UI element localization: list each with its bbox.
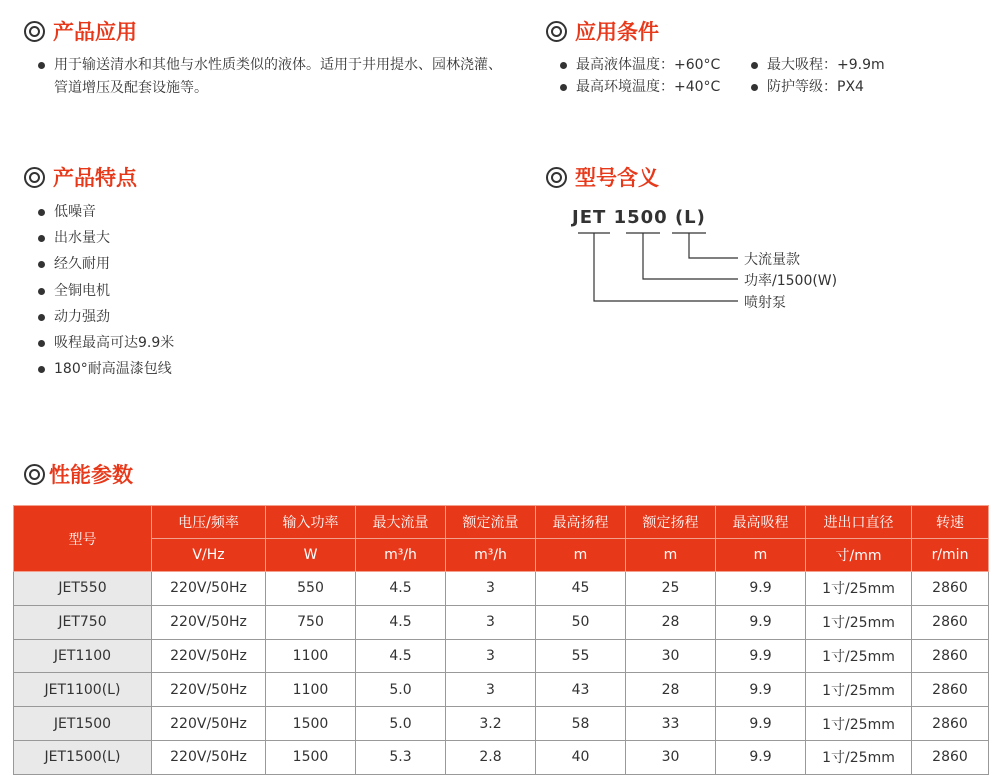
table-cell: 30 [626, 740, 716, 774]
model-code-power: 1500 [613, 207, 668, 228]
condition-item: 最大吸程：+9.9m [751, 54, 885, 76]
column-header: 输入功率 [266, 506, 356, 539]
table-cell: 3 [446, 639, 536, 673]
model-cell: JET1500 [14, 707, 152, 741]
table-row [14, 639, 989, 673]
feature-item: 吸程最高可达9.9米 [38, 330, 174, 356]
table-cell: 4.5 [356, 639, 446, 673]
table-cell: 220V/50Hz [152, 740, 266, 774]
column-header: 额定扬程 [626, 506, 716, 539]
condition-item: 最高液体温度：+60°C [560, 54, 720, 76]
table-cell: 5.0 [356, 673, 446, 707]
table-cell: 2860 [912, 740, 989, 774]
application-text: 用于输送清水和其他与水性质类似的液体。适用于井用提水、园林浇灌、管道增压及配套设施等。 [38, 54, 513, 100]
column-unit: 寸/mm [806, 539, 912, 572]
performance-table [13, 505, 989, 775]
model-code-variant: (L) [674, 207, 706, 228]
table-cell: 1寸/25mm [806, 572, 912, 606]
column-header: 最高扬程 [536, 506, 626, 539]
table-cell: 33 [626, 707, 716, 741]
column-header-model: 型号 [14, 506, 152, 572]
application-title: 产品应用 [53, 20, 137, 44]
table-cell: 55 [536, 639, 626, 673]
table-cell: 220V/50Hz [152, 673, 266, 707]
table-cell: 220V/50Hz [152, 707, 266, 741]
model-label-type: 喷射泵 [744, 295, 786, 311]
table-row [14, 572, 989, 606]
double-circle-icon [24, 464, 45, 485]
table-cell: 1寸/25mm [806, 707, 912, 741]
table-cell: 1寸/25mm [806, 673, 912, 707]
table-row [14, 740, 989, 774]
model-cell: JET1100(L) [14, 673, 152, 707]
column-unit: r/min [912, 539, 989, 572]
table-row [14, 707, 989, 741]
table-cell: 3 [446, 605, 536, 639]
column-header: 转速 [912, 506, 989, 539]
table-cell: 1寸/25mm [806, 740, 912, 774]
features-title: 产品特点 [53, 166, 137, 190]
table-cell: 2.8 [446, 740, 536, 774]
table-cell: 3.2 [446, 707, 536, 741]
column-header: 最大流量 [356, 506, 446, 539]
table-cell: 3 [446, 572, 536, 606]
model-code-series: JET [572, 207, 607, 228]
column-unit: m³/h [356, 539, 446, 572]
model-label-variant: 大流量款 [744, 252, 800, 268]
table-cell: 50 [536, 605, 626, 639]
column-unit: W [266, 539, 356, 572]
table-cell: 3 [446, 673, 536, 707]
feature-item: 低噪音 [38, 199, 174, 225]
column-unit: m [716, 539, 806, 572]
table-cell: 1100 [266, 673, 356, 707]
table-cell: 1寸/25mm [806, 605, 912, 639]
feature-item: 出水量大 [38, 225, 174, 251]
table-cell: 1100 [266, 639, 356, 673]
feature-item: 动力强劲 [38, 304, 174, 330]
table-cell: 5.0 [356, 707, 446, 741]
table-cell: 550 [266, 572, 356, 606]
table-cell: 43 [536, 673, 626, 707]
column-header: 额定流量 [446, 506, 536, 539]
model-meaning-title: 型号含义 [575, 166, 659, 190]
table-cell: 9.9 [716, 605, 806, 639]
table-cell: 2860 [912, 605, 989, 639]
column-unit: V/Hz [152, 539, 266, 572]
table-cell: 2860 [912, 639, 989, 673]
table-cell: 220V/50Hz [152, 639, 266, 673]
table-cell: 30 [626, 639, 716, 673]
feature-item: 经久耐用 [38, 251, 174, 277]
table-cell: 4.5 [356, 572, 446, 606]
table-row [14, 673, 989, 707]
table-cell: 2860 [912, 572, 989, 606]
table-cell: 5.3 [356, 740, 446, 774]
table-cell: 58 [536, 707, 626, 741]
table-cell: 9.9 [716, 572, 806, 606]
column-header: 最高吸程 [716, 506, 806, 539]
column-unit: m³/h [446, 539, 536, 572]
table-cell: 750 [266, 605, 356, 639]
feature-item: 180°耐高温漆包线 [38, 356, 174, 382]
table-cell: 25 [626, 572, 716, 606]
table-cell: 9.9 [716, 740, 806, 774]
conditions-title: 应用条件 [575, 20, 659, 44]
table-cell: 9.9 [716, 707, 806, 741]
table-cell: 220V/50Hz [152, 572, 266, 606]
model-cell: JET550 [14, 572, 152, 606]
model-cell: JET750 [14, 605, 152, 639]
condition-item: 防护等级：PX4 [751, 76, 864, 98]
column-unit: m [626, 539, 716, 572]
table-cell: 2860 [912, 673, 989, 707]
table-cell: 1寸/25mm [806, 639, 912, 673]
column-unit: m [536, 539, 626, 572]
table-row [14, 605, 989, 639]
model-cell: JET1500(L) [14, 740, 152, 774]
performance-heading [24, 459, 133, 489]
table-cell: 4.5 [356, 605, 446, 639]
table-cell: 1500 [266, 740, 356, 774]
feature-item: 全铜电机 [38, 278, 174, 304]
table-cell: 9.9 [716, 639, 806, 673]
model-cell: JET1100 [14, 639, 152, 673]
condition-item: 最高环境温度：+40°C [560, 76, 720, 98]
table-cell: 2860 [912, 707, 989, 741]
table-cell: 28 [626, 605, 716, 639]
table-cell: 40 [536, 740, 626, 774]
table-cell: 45 [536, 572, 626, 606]
table-cell: 1500 [266, 707, 356, 741]
table-cell: 28 [626, 673, 716, 707]
column-header: 进出口直径 [806, 506, 912, 539]
model-label-power: 功率/1500(W) [744, 273, 838, 289]
column-header: 电压/频率 [152, 506, 266, 539]
performance-title: 性能参数 [49, 463, 133, 487]
table-cell: 220V/50Hz [152, 605, 266, 639]
table-cell: 9.9 [716, 673, 806, 707]
